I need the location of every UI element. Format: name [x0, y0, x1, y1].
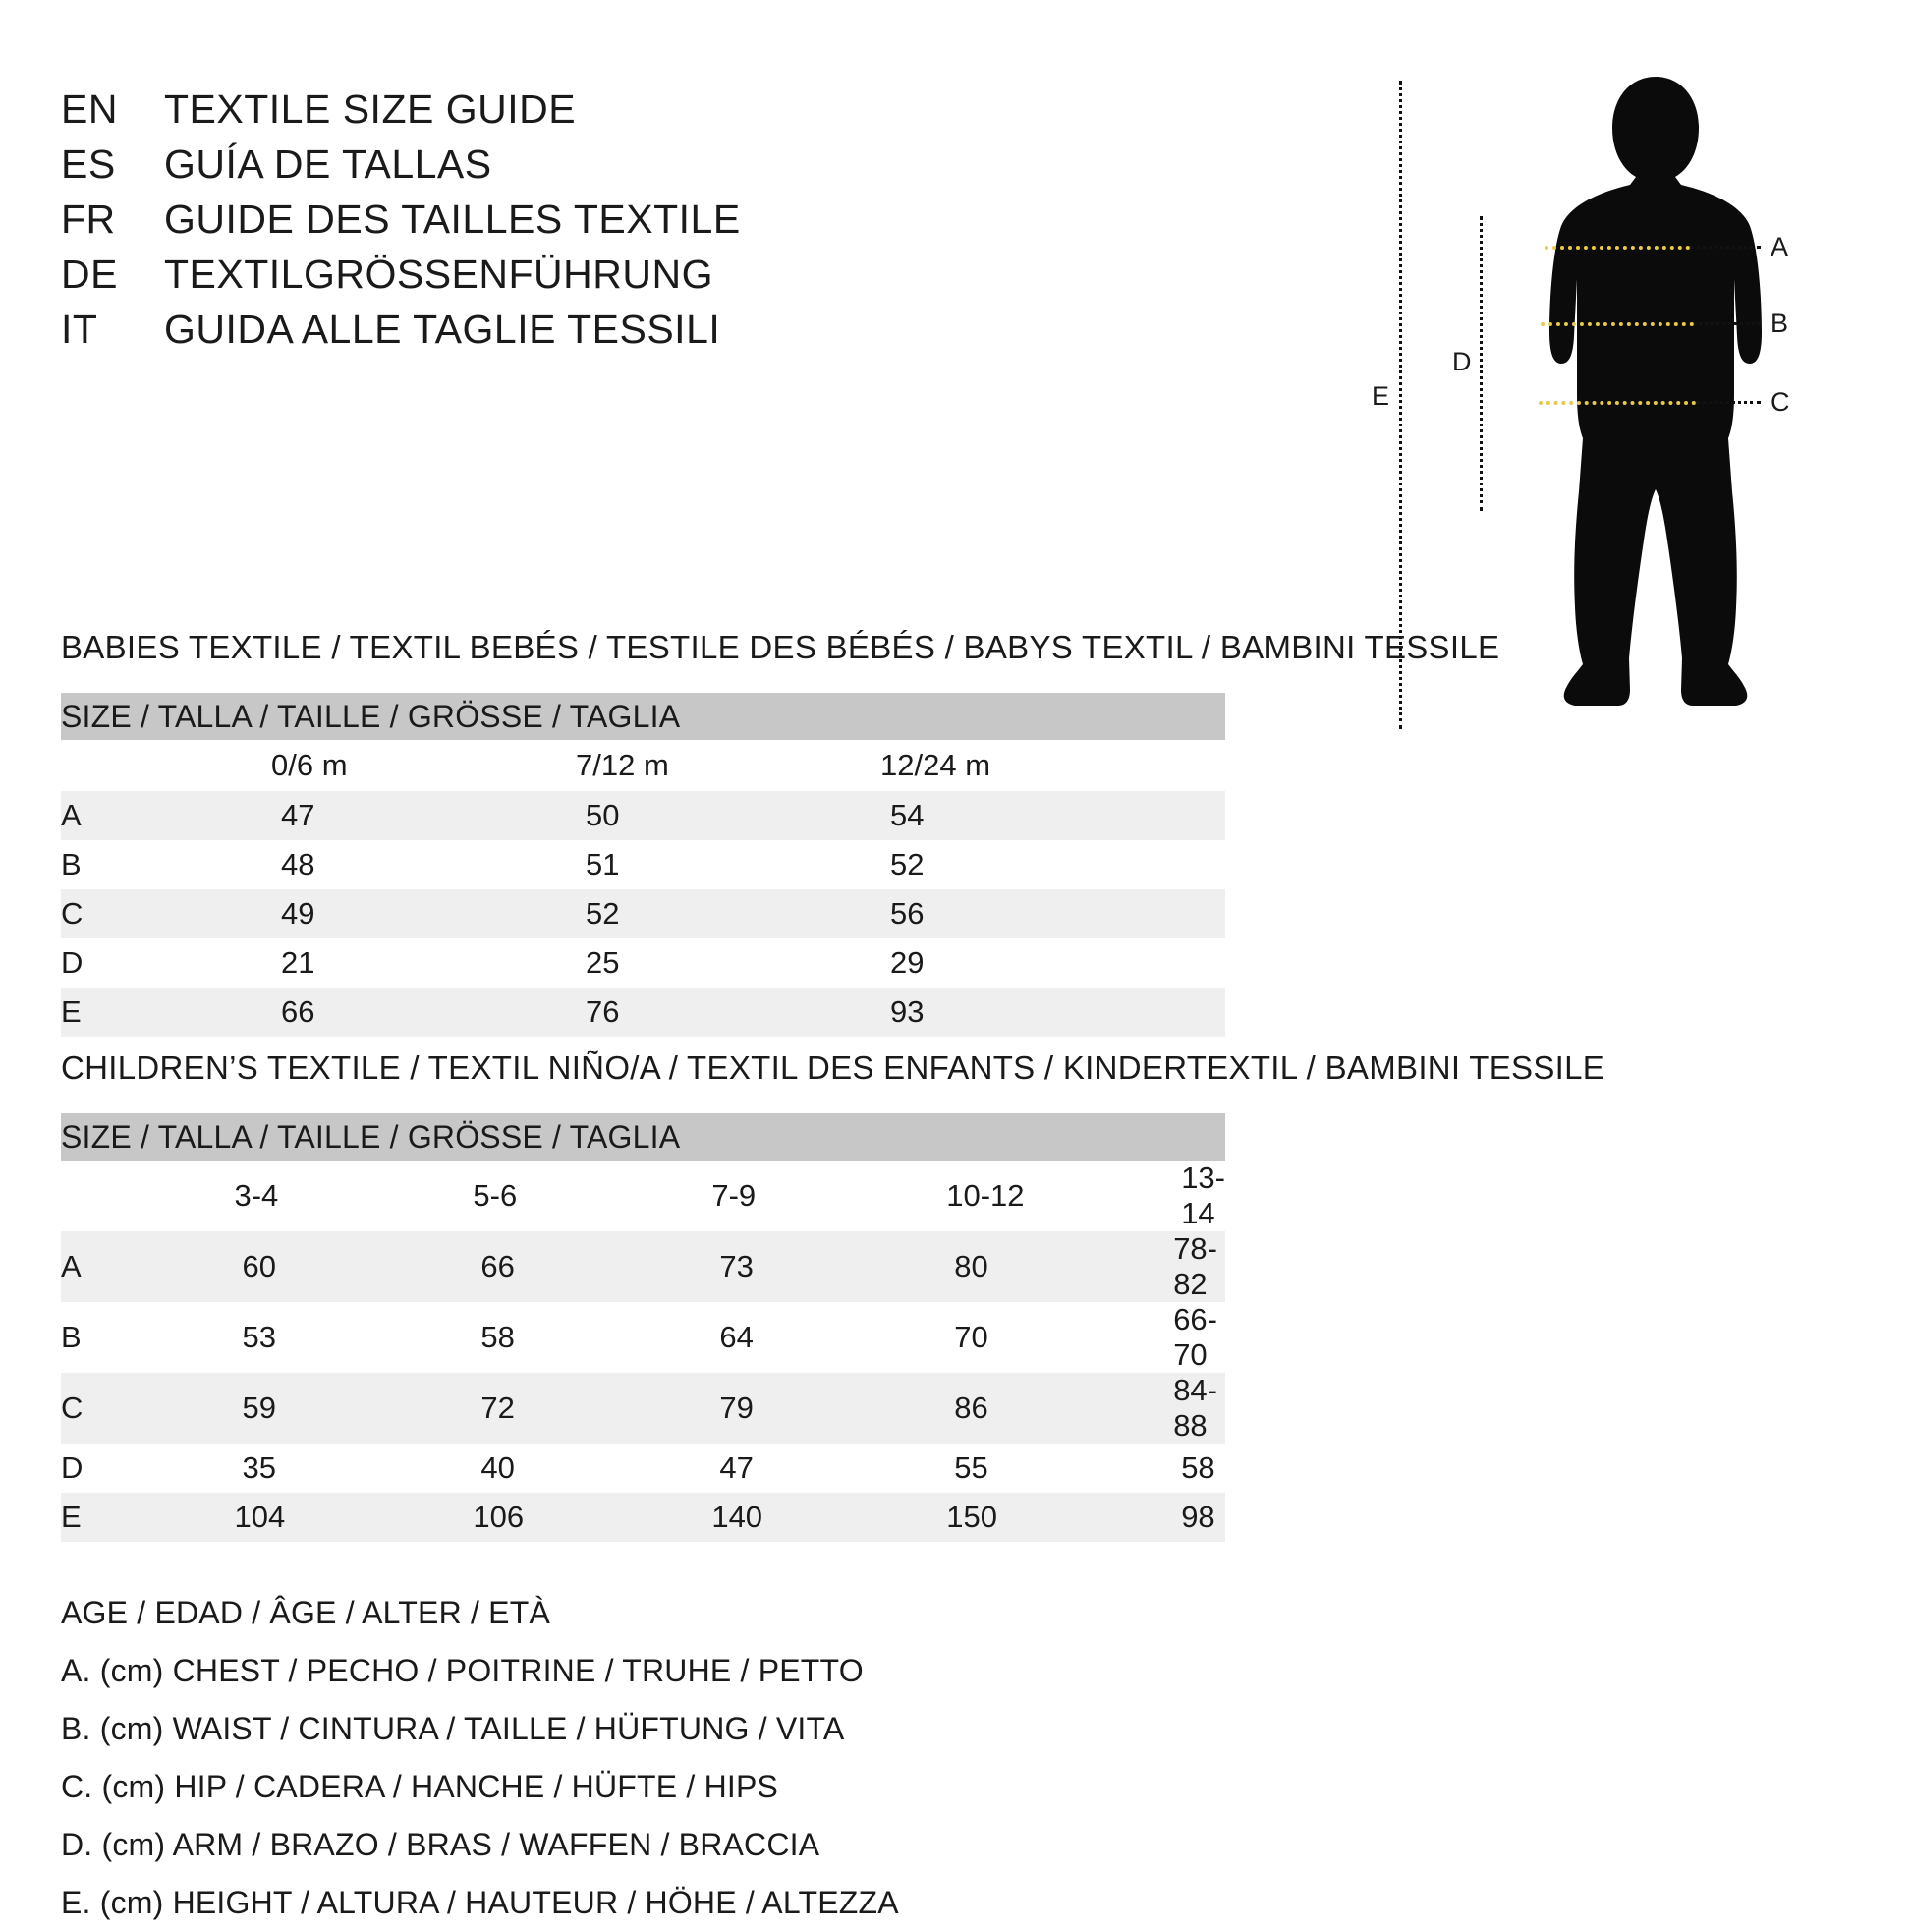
- babies-a-2: 54: [784, 791, 1225, 840]
- language-row: [61, 142, 741, 197]
- waist-leader-line: [1694, 322, 1761, 325]
- table-row: [61, 988, 1225, 1037]
- children-size-2: 7-9: [615, 1161, 854, 1231]
- babies-c-1: 52: [479, 889, 784, 938]
- hip-leader-line: [1696, 401, 1761, 404]
- children-e-2: 140: [615, 1493, 854, 1542]
- babies-size-0: 0/6 m: [171, 740, 479, 791]
- children-size-4: 13-14: [1089, 1161, 1225, 1231]
- children-e-3: 150: [854, 1493, 1089, 1542]
- babies-d-1: 25: [479, 938, 784, 988]
- language-title: TEXTILGRÖSSENFÜHRUNG: [164, 252, 713, 297]
- children-band-label: SIZE / TALLA / TAILLE / GRÖSSE / TAGLIA: [61, 1113, 1225, 1161]
- children-table-band: [61, 1113, 1225, 1161]
- children-b-2: 64: [615, 1302, 854, 1373]
- children-a-4: 78-82: [1089, 1231, 1225, 1302]
- dim-label-e: E: [1372, 381, 1390, 411]
- language-row: [61, 307, 741, 362]
- babies-c-2: 56: [784, 889, 1225, 938]
- babies-e-1: 76: [479, 988, 784, 1037]
- language-title: GUÍA DE TALLAS: [164, 142, 492, 187]
- babies-b-0: 48: [171, 840, 479, 889]
- children-size-table: [61, 1113, 1225, 1542]
- dim-label-d: D: [1452, 347, 1472, 376]
- babies-row-label-d: D: [61, 938, 171, 988]
- children-row-label-b: B: [61, 1302, 134, 1373]
- babies-row-label-a: A: [61, 791, 171, 840]
- table-row: [61, 1302, 1225, 1373]
- language-row: [61, 197, 741, 252]
- children-c-2: 79: [615, 1373, 854, 1444]
- hip-measure-line: [1539, 401, 1696, 405]
- table-row: [61, 1373, 1225, 1444]
- table-row: [61, 1231, 1225, 1302]
- children-d-2: 47: [615, 1444, 854, 1493]
- babies-table-band: [61, 693, 1225, 740]
- legend-line-height: E. (cm) HEIGHT / ALTURA / HAUTEUR / HÖHE / ALTEZZA: [61, 1885, 899, 1920]
- dim-label-a: A: [1771, 232, 1789, 261]
- language-title: GUIDA ALLE TAGLIE TESSILI: [164, 307, 721, 352]
- children-d-3: 55: [854, 1444, 1089, 1493]
- legend-line-chest: A. (cm) CHEST / PECHO / POITRINE / TRUHE / PETTO: [61, 1653, 864, 1688]
- children-section-title: CHILDREN’S TEXTILE / TEXTIL NIÑO/A / TEXTIL DES ENFANTS / KINDERTEXTIL / BAMBINI TESSILE: [61, 1050, 1605, 1086]
- language-row: [61, 86, 741, 142]
- language-code: IT: [61, 307, 98, 352]
- children-c-1: 72: [376, 1373, 615, 1444]
- dim-label-b: B: [1771, 309, 1789, 338]
- babies-a-0: 47: [171, 791, 479, 840]
- children-size-0: 3-4: [134, 1161, 376, 1231]
- table-row: [61, 889, 1225, 938]
- babies-row-label-e: E: [61, 988, 171, 1037]
- babies-size-2: 12/24 m: [784, 740, 1225, 791]
- children-b-4: 66-70: [1089, 1302, 1225, 1373]
- chest-leader-line: [1690, 246, 1761, 249]
- legend-line-arm: D. (cm) ARM / BRAZO / BRAS / WAFFEN / BRACCIA: [61, 1827, 820, 1862]
- chest-measure-line: [1545, 246, 1690, 250]
- children-a-2: 73: [615, 1231, 854, 1302]
- children-e-0: 104: [134, 1493, 376, 1542]
- table-row: [61, 791, 1225, 840]
- children-c-0: 59: [134, 1373, 376, 1444]
- babies-section-title: BABIES TEXTILE / TEXTIL BEBÉS / TESTILE DES BÉBÉS / BABYS TEXTIL / BAMBINI TESSILE: [61, 629, 1500, 665]
- children-d-4: 58: [1089, 1444, 1225, 1493]
- children-a-0: 60: [134, 1231, 376, 1302]
- babies-a-1: 50: [479, 791, 784, 840]
- babies-b-1: 51: [479, 840, 784, 889]
- children-d-1: 40: [376, 1444, 615, 1493]
- language-code: DE: [61, 252, 118, 297]
- babies-band-label: SIZE / TALLA / TAILLE / GRÖSSE / TAGLIA: [61, 693, 1225, 740]
- babies-e-0: 66: [171, 988, 479, 1037]
- babies-size-1: 7/12 m: [479, 740, 784, 791]
- language-title: GUIDE DES TAILLES TEXTILE: [164, 197, 741, 242]
- language-code: ES: [61, 142, 116, 187]
- children-size-header-row: [61, 1161, 1225, 1231]
- babies-corner-cell: [61, 740, 171, 791]
- table-row: [61, 840, 1225, 889]
- babies-d-2: 29: [784, 938, 1225, 988]
- language-title: TEXTILE SIZE GUIDE: [164, 86, 577, 132]
- legend-line-waist: B. (cm) WAIST / CINTURA / TAILLE / HÜFTUNG / VITA: [61, 1711, 845, 1746]
- babies-e-2: 93: [784, 988, 1225, 1037]
- children-d-0: 35: [134, 1444, 376, 1493]
- arm-dimension-line: [1480, 216, 1483, 511]
- measurement-legend: [61, 1584, 899, 1932]
- table-row: [61, 1493, 1225, 1542]
- children-c-4: 84-88: [1089, 1373, 1225, 1444]
- babies-row-label-b: B: [61, 840, 171, 889]
- children-corner-cell: [61, 1161, 134, 1231]
- children-a-3: 80: [854, 1231, 1089, 1302]
- babies-size-table: [61, 693, 1225, 1037]
- children-b-1: 58: [376, 1302, 615, 1373]
- table-row: [61, 938, 1225, 988]
- babies-b-2: 52: [784, 840, 1225, 889]
- children-size-1: 5-6: [376, 1161, 615, 1231]
- babies-size-header-row: [61, 740, 1225, 791]
- dim-label-c: C: [1771, 387, 1790, 417]
- children-e-1: 106: [376, 1493, 615, 1542]
- children-row-label-a: A: [61, 1231, 134, 1302]
- language-title-list: [61, 86, 741, 362]
- language-code: EN: [61, 86, 118, 132]
- legend-line-hip: C. (cm) HIP / CADERA / HANCHE / HÜFTE / HIPS: [61, 1769, 779, 1804]
- table-row: [61, 1444, 1225, 1493]
- babies-c-0: 49: [171, 889, 479, 938]
- babies-row-label-c: C: [61, 889, 171, 938]
- waist-measure-line: [1541, 322, 1694, 326]
- children-a-1: 66: [376, 1231, 615, 1302]
- children-row-label-c: C: [61, 1373, 134, 1444]
- language-code: FR: [61, 197, 116, 242]
- children-b-0: 53: [134, 1302, 376, 1373]
- children-c-3: 86: [854, 1373, 1089, 1444]
- children-e-4: 98: [1089, 1493, 1225, 1542]
- babies-d-0: 21: [171, 938, 479, 988]
- children-b-3: 70: [854, 1302, 1089, 1373]
- children-size-3: 10-12: [854, 1161, 1089, 1231]
- children-row-label-e: E: [61, 1493, 134, 1542]
- legend-line-age: AGE / EDAD / ÂGE / ALTER / ETÀ: [61, 1595, 550, 1630]
- children-row-label-d: D: [61, 1444, 134, 1493]
- language-row: [61, 252, 741, 307]
